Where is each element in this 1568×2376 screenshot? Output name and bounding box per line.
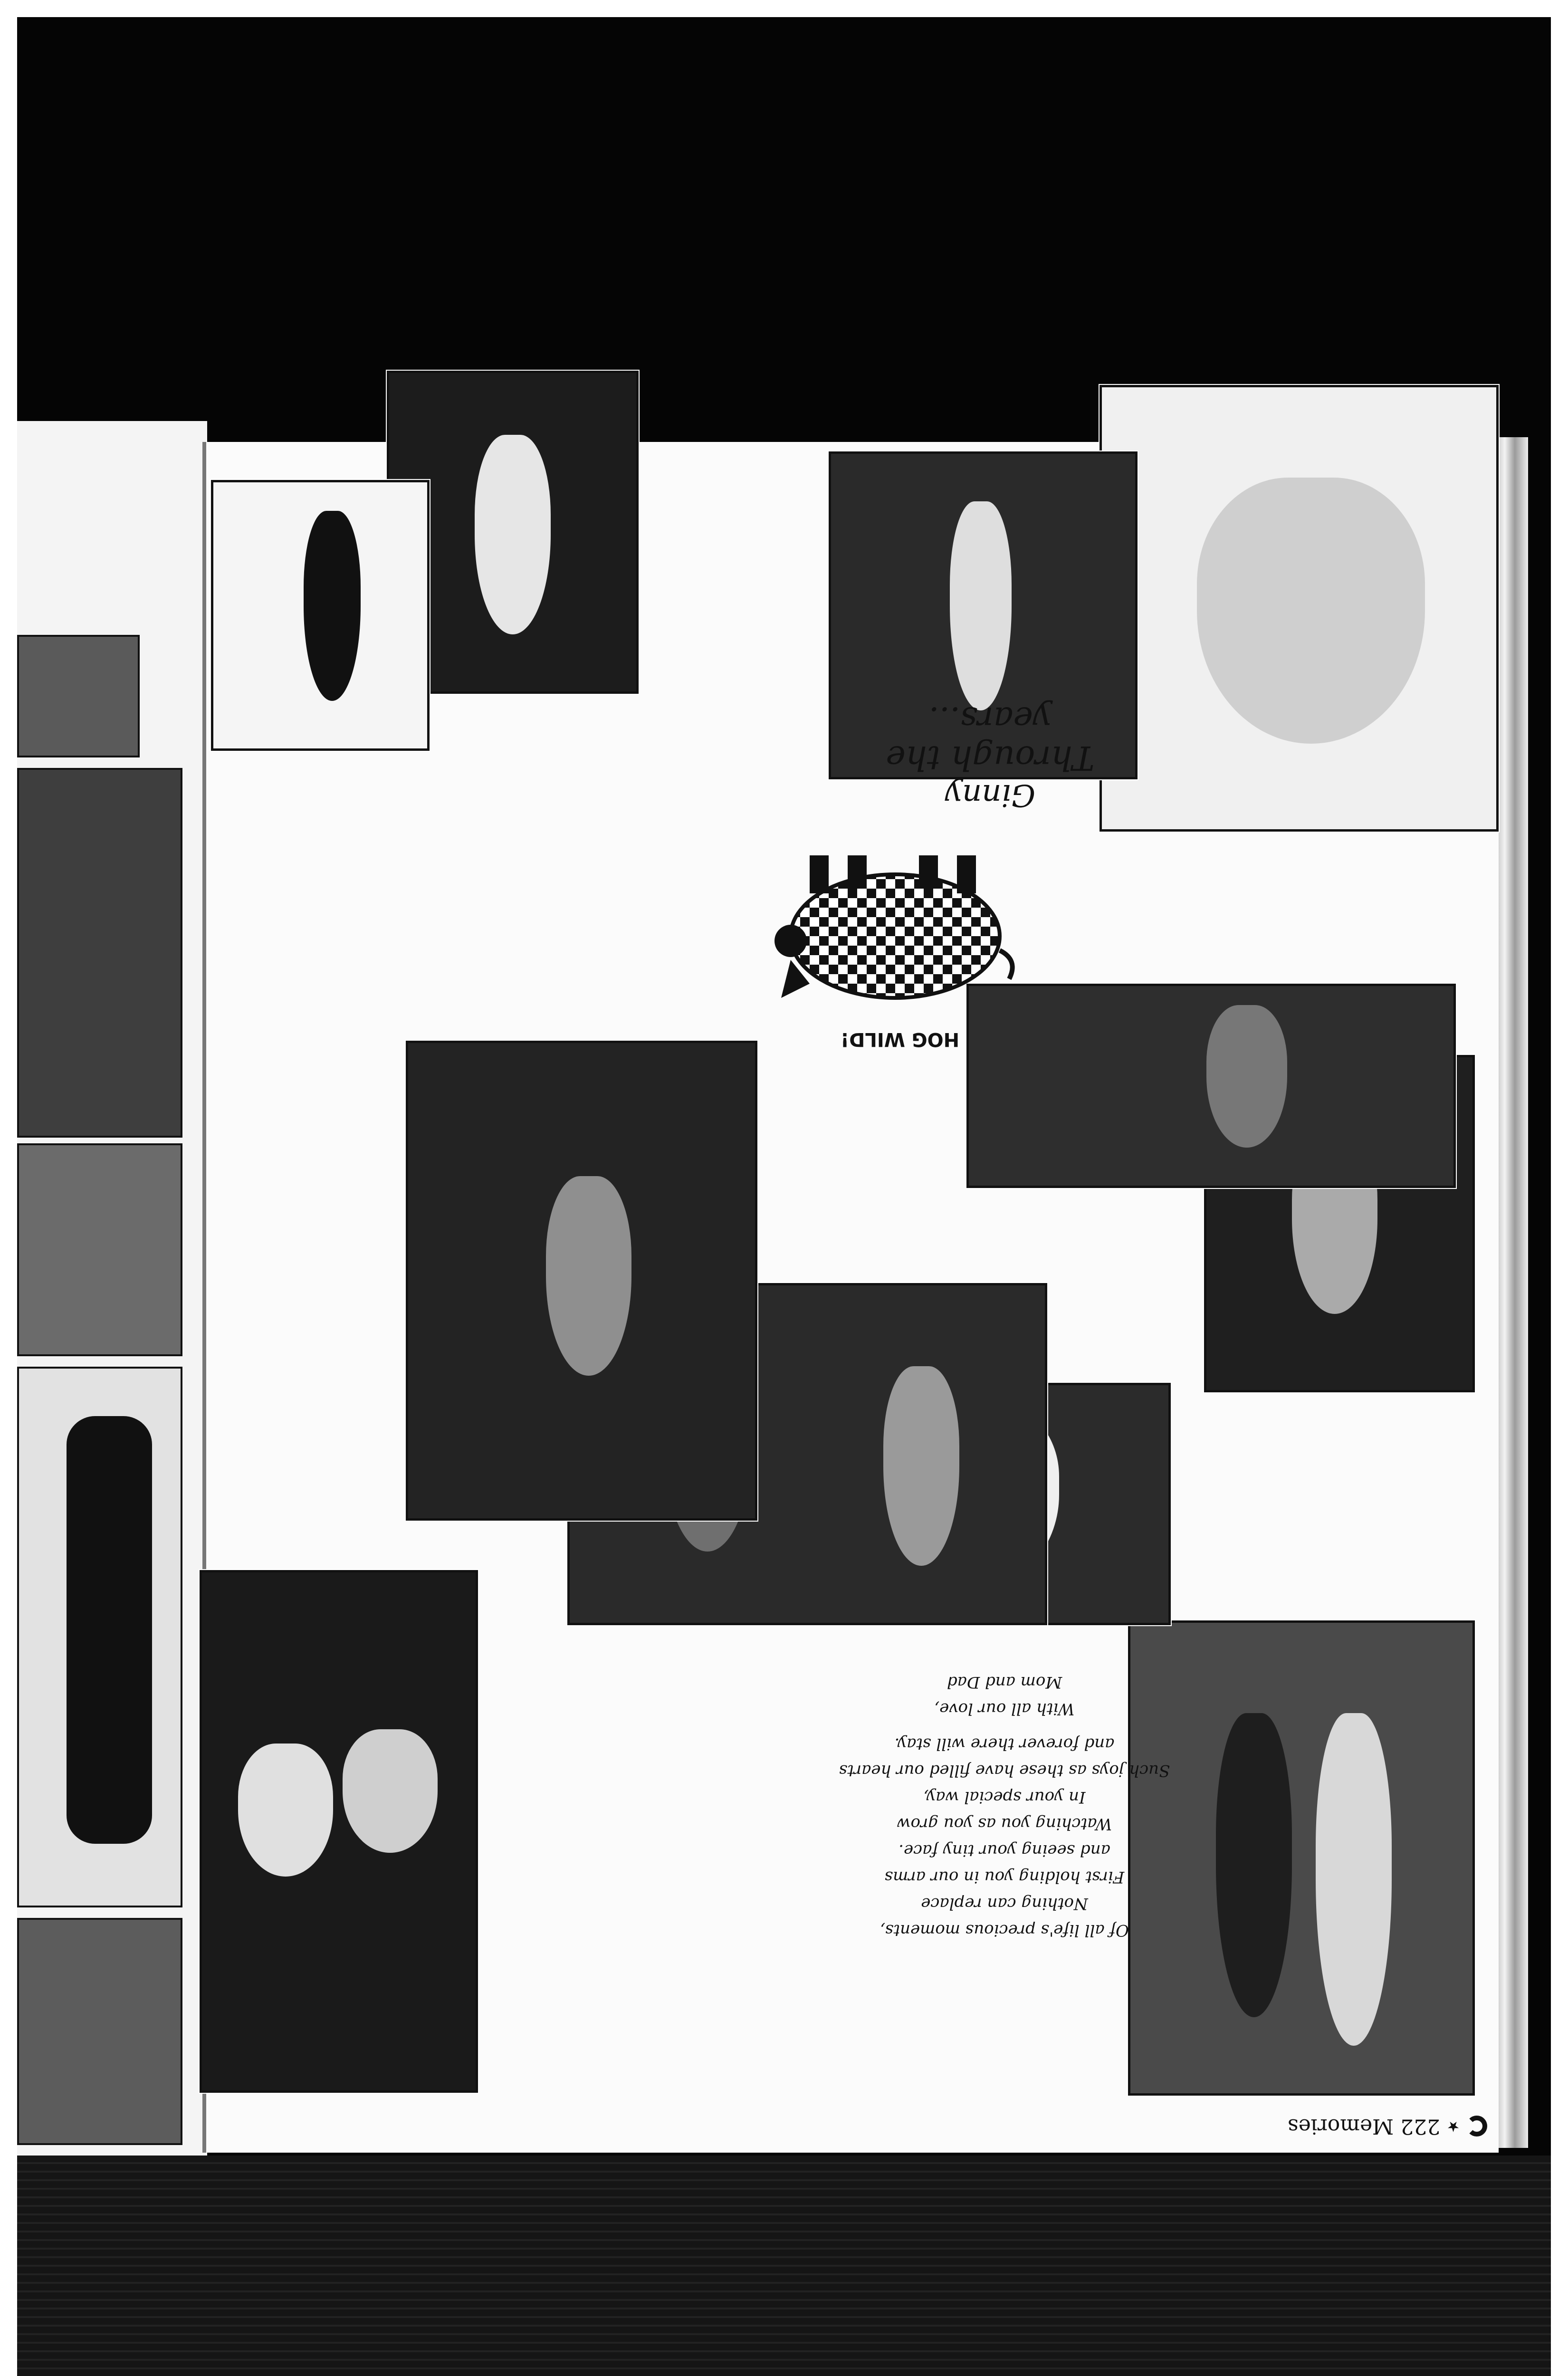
photo-figure bbox=[1197, 478, 1425, 744]
photo-figure bbox=[1216, 1713, 1292, 2017]
facing-photo bbox=[17, 1918, 182, 2145]
page-number-label: 222 Memories bbox=[1288, 2114, 1441, 2138]
poem-closing: With all our love, bbox=[934, 1699, 1075, 1718]
photo-figure bbox=[343, 1729, 438, 1853]
photo-figure bbox=[475, 435, 551, 634]
photo-ballet-barre bbox=[211, 480, 430, 751]
page-title bbox=[824, 699, 1157, 813]
facing-photo bbox=[17, 1367, 182, 1907]
hog-wild-text: HOG WILD! bbox=[840, 1028, 960, 1050]
photo-figure bbox=[883, 1366, 959, 1566]
photo-figure bbox=[950, 501, 1012, 710]
photo-figure bbox=[238, 1744, 333, 1877]
crescent-moon-icon bbox=[1466, 2116, 1487, 2137]
facing-photo bbox=[17, 1143, 182, 1356]
page-edge bbox=[1495, 437, 1528, 2148]
title-name: Ginny bbox=[945, 777, 1036, 813]
photo-guitar-stage bbox=[406, 1041, 757, 1521]
poem-line: Nothing can replace bbox=[921, 1894, 1088, 1913]
poem-line: Of all life's precious moments, bbox=[880, 1921, 1129, 1940]
facing-photo bbox=[17, 635, 140, 757]
poem-line: and forever there will stay. bbox=[894, 1734, 1115, 1753]
photo-stage-wide bbox=[966, 984, 1456, 1188]
poem bbox=[791, 1669, 1218, 1944]
poem-line: First holding you in our arms bbox=[884, 1868, 1125, 1887]
poem-line: and seeing your tiny face. bbox=[899, 1841, 1110, 1860]
poem-line: In your special way, bbox=[923, 1788, 1086, 1807]
title-subtitle: Through the years... bbox=[886, 699, 1095, 777]
facing-photo bbox=[17, 768, 182, 1138]
poem-line: Watching you as you grow bbox=[897, 1814, 1112, 1833]
checkered-pig-icon bbox=[772, 841, 1019, 1022]
photo-figure bbox=[546, 1176, 631, 1376]
page-content-rotated bbox=[206, 442, 1499, 2153]
photo-friends-formal bbox=[200, 1570, 478, 2093]
poem-line: Such joys as these have filled our hearts bbox=[839, 1761, 1170, 1780]
photo-figure bbox=[1316, 1713, 1392, 2046]
facing-page bbox=[17, 421, 207, 2156]
page-header bbox=[1288, 2114, 1487, 2138]
poem-signature: Mom and Dad bbox=[947, 1673, 1062, 1692]
scan-bottom-band bbox=[17, 2156, 1551, 2376]
photo-baby-portrait bbox=[1100, 385, 1499, 832]
photo-figure bbox=[1206, 1005, 1287, 1148]
memories-page bbox=[202, 442, 1499, 2153]
star-icon: ★ bbox=[1447, 2118, 1460, 2135]
photo-figure bbox=[304, 511, 361, 701]
